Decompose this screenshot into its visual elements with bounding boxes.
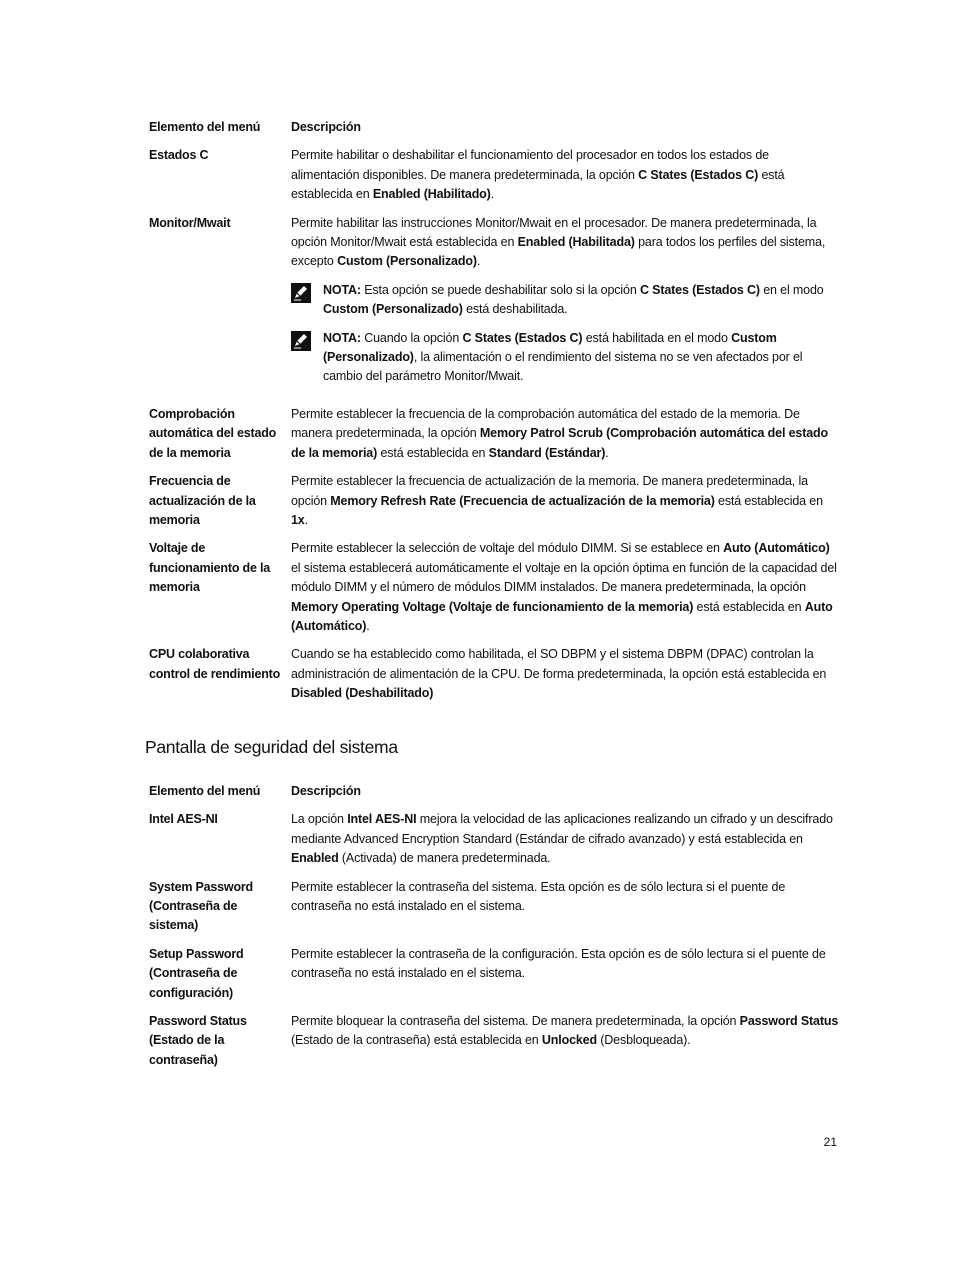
table-row [145,472,840,539]
menu-item-aes-ni: Intel AES-NI [149,812,218,827]
header-description: Descripción [291,120,361,134]
description-cpu-collab: Cuando se ha establecido como habilitada, el SO DBPM y el sistema DBPM (DPAC) controlan la administración de alimentación de la CPU. De forma predeterminada, la opción está establecida en Disabled (Deshabilitado) [291,647,827,701]
pencil-note-icon [291,281,323,320]
menu-item-memory-refresh: Frecuencia de actualización de la memoria [149,474,256,527]
table-row [145,146,840,213]
table-row [145,1012,840,1079]
section-title: Pantalla de seguridad del sistema [145,737,398,757]
pencil-note-icon [291,329,323,387]
header-menu-item: Elemento del menú [149,120,261,134]
description-memory-voltage: Permite establecer la selección de voltaje del módulo DIMM. Si se establece en Auto (Automático) el sistema establecerá automáticamente el voltaje en la opción óptima en función de la capacidad del módulo DIMM y el número de módulos DIMM instalados. De manera predeterminada, la opción Memory Operating Voltage (Voltaje de funcionamiento de la memoria) está establecida en Auto (Automático). [291,541,837,633]
page-number: 21 [823,1135,837,1149]
menu-item-c-states: Estados C [149,148,209,163]
table-row [145,878,840,945]
description-memory-refresh: Permite establecer la frecuencia de actualización de la memoria. De manera predeterminada, la opción Memory Refresh Rate (Frecuencia de actualización de la memoria) está establecida en 1x. [291,474,823,527]
description-system-password: Permite establecer la contraseña del sistema. Esta opción es de sólo lectura si el puente de contraseña no está instalado en el sistema. [291,879,786,914]
menu-item-cpu-collab: CPU colaborativa control de rendimiento [149,647,281,681]
menu-item-password-status: Password Status (Estado de la contraseña) [149,1014,247,1067]
description-setup-password: Permite establecer la contraseña de la configuración. Esta opción es de sólo lectura si el puente de contraseña no está instalado en el sistema. [291,946,826,981]
description-memory-patrol: Permite establecer la frecuencia de la comprobación automática del estado de la memoria. De manera predeterminada, la opción Memory Patrol Scrub (Comprobación automática del estado de la memoria) está establecida en Standard (Estándar). [291,406,828,460]
menu-item-memory-voltage: Voltaje de funcionamiento de la memoria [149,541,271,595]
table-row [145,539,840,645]
description-c-states: Permite habilitar o deshabilitar el funcionamiento del procesador en todos los estados de alimentación disponibles. De manera predeterminada, la opción C States (Estados C) está establecida en Enabled (Habilitado). [291,148,785,202]
description-password-status: Permite bloquear la contraseña del sistema. De manera predeterminada, la opción Password Status (Estado de la contraseña) está establecida en Unlocked (Desbloqueada). [291,1014,839,1048]
note-1 [291,281,840,320]
menu-item-memory-patrol: Comprobación automática del estado de la memoria [149,406,277,460]
table-row [145,396,840,472]
description-text: Permite habilitar las instrucciones Monitor/Mwait en el procesador. De manera predeterminada, la opción Monitor/Mwait está establecida en Enabled (Habilitada) para todos los perfiles del sistema, excepto Custom (Personalizado). [291,215,826,269]
menu-item-monitor-mwait: Monitor/Mwait [149,215,231,230]
description-aes-ni: La opción Intel AES-NI mejora la velocidad de las aplicaciones realizando un cifrado y un descifrado mediante Advanced Encryption Standard (Estándar de cifrado avanzado) y está establecida en Enabled (Activada) de manera predeterminada. [291,812,833,866]
note-2-text: NOTA: Cuando la opción C States (Estados C) está habilitada en el modo Custom (Personalizado), la alimentación o el rendimiento del sistema no se ven afectados por el cambio del parámetro Monitor/Mwait. [323,330,803,384]
header-description: Descripción [291,784,361,798]
header-menu-item: Elemento del menú [149,784,261,798]
menu-item-system-password: System Password (Contraseña de sistema) [149,879,253,933]
table-row [145,214,840,396]
table-row [145,645,840,712]
table-header-row [145,782,840,810]
table-row [145,810,840,877]
note-1-text: NOTA: Esta opción se puede deshabilitar solo si la opción C States (Estados C) en el modo Custom (Personalizado) está deshabilitada. [323,282,824,317]
table-row [145,945,840,1012]
table-header-row [145,118,840,146]
note-2 [291,329,840,387]
menu-item-setup-password: Setup Password (Contraseña de configuración) [149,946,244,1000]
security-settings-table [145,782,840,1079]
processor-settings-table [145,118,840,713]
description-monitor-mwait [291,214,840,396]
